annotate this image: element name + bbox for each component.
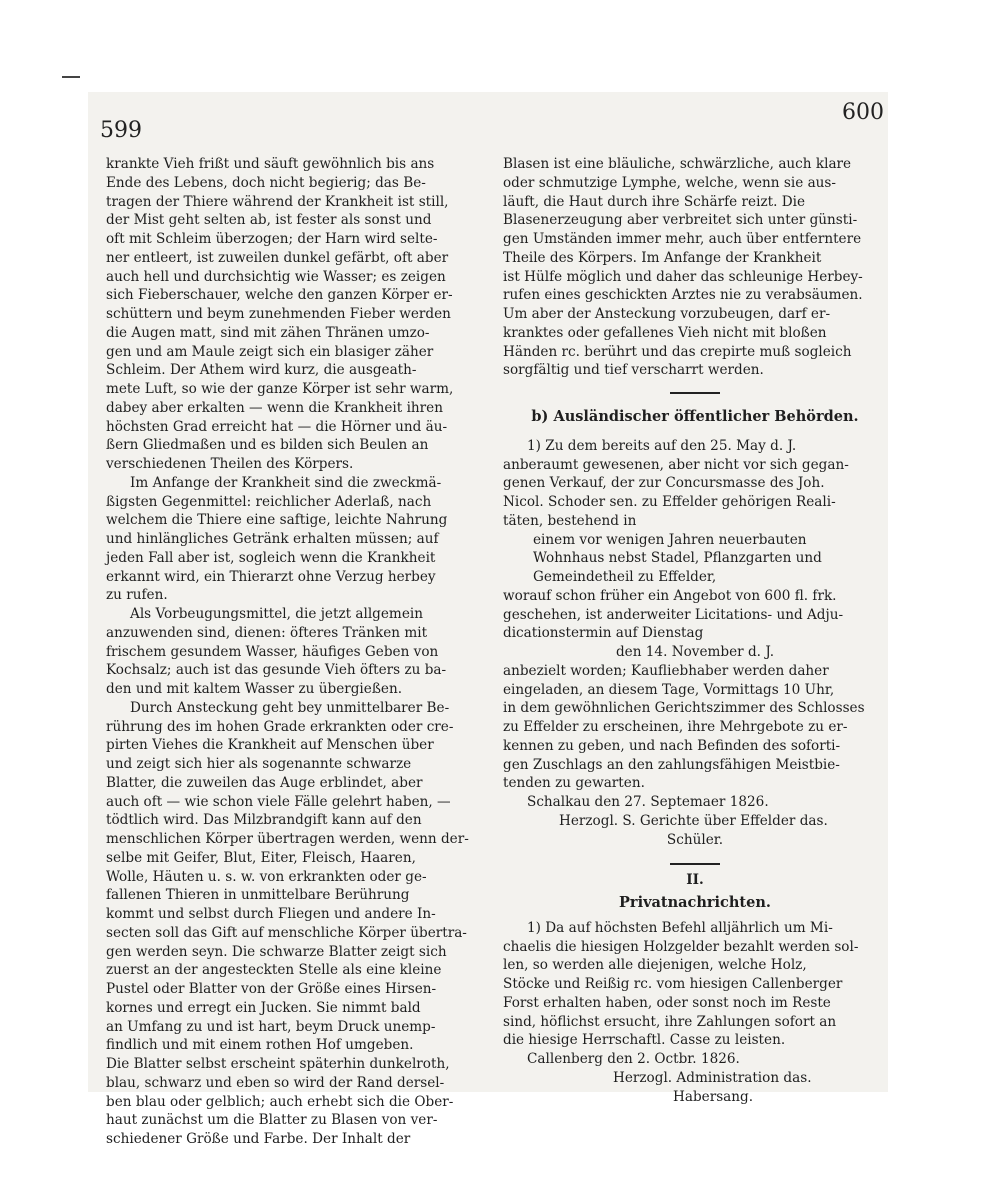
notice-1-rest [503,662,887,793]
text-line: jeden Fall aber ist, sogleich wenn die Krankheit [106,549,436,566]
text-line: Wohnhaus nebst Stadel, Pflanzgarten und [533,550,822,567]
text-line: gen werden seyn. Die schwarze Blatter zeigt sich [106,943,447,960]
notice-1-continued [503,587,887,643]
text-line: welchem die Thiere eine saftige, leichte Nahrung [106,512,448,529]
text-line: rufen eines geschickten Arztes nie zu verabsäumen. [503,287,863,304]
text-line: 1) Zu dem bereits auf den 25. May d. J. [527,437,797,454]
page-number-left: 599 [100,118,142,143]
text-line: anberaumt gewesenen, aber nicht vor sich gegan- [503,456,849,473]
section-divider-2 [670,863,720,865]
text-line: Händen rc. berührt und das crepirte muß sogleich [503,343,852,360]
text-line: Durch Ansteckung geht bey unmittelbarer Be- [130,699,450,716]
text-line: täten, bestehend in [503,512,637,529]
text-line: worauf schon früher ein Angebot von 600 fl. frk. [503,587,837,604]
text-line: kommt und selbst durch Fliegen und andere In- [106,906,436,922]
text-line: dicationstermin auf Dienstag [503,625,704,642]
text-line: dabey aber erkalten — wenn die Krankheit ihren [106,399,443,416]
text-line: Blatter, die zuweilen das Auge erblindet, aber [106,774,423,791]
text-line: ner entleert, ist zuweilen dunkel gefärbt, oft aber [106,249,449,266]
text-line: Schleim. Der Athem wird kurz, die ausgeath- [106,362,417,379]
text-line: oft mit Schleim überzogen; der Harn wird selte- [106,231,438,247]
text-line: anbezielt worden; Kaufliebhaber werden daher [503,662,829,679]
notice-2-signature: Habersang. [673,1088,754,1105]
text-line: Theile des Körpers. Im Anfange der Krankheit [503,249,822,266]
text-line: Im Anfange der Krankheit sind die zweckmä- [130,474,442,491]
text-line: die Augen matt, sind mit zähen Thränen umzo- [106,324,430,341]
text-line: die hiesige Herrschaftl. Casse zu leisten. [503,1032,786,1049]
text-line: zuerst an der angesteckten Stelle als eine kleine [106,962,442,979]
text-line: eingeladen, an diesem Tage, Vormittags 10 Uhr, [503,681,835,698]
text-line: Kochsalz; auch ist das gesunde Vieh öfters zu ba- [106,662,447,679]
text-line: höchsten Grad erreicht hat — die Hörner und äu- [106,418,448,435]
text-line: Die Blatter selbst erscheint späterhin dunkelroth, [106,1056,450,1072]
text-line: ßern Gliedmaßen und es bilden sich Beulen an [106,437,429,454]
text-line: ist Hülfe möglich und daher das schleunige Herbey- [503,268,863,285]
text-line: Blasen ist eine bläuliche, schwärzliche, auch klare [503,156,852,172]
text-line: gen und am Maule zeigt sich ein blasiger zäher [106,343,434,360]
text-line: erkannt wird, ein Thierarzt ohne Verzug herbey [106,568,436,585]
text-line: len, so werden alle diejenigen, welche Holz, [503,957,807,974]
text-line: secten soll das Gift auf menschliche Körper übertra- [106,924,467,941]
notice-2 [503,919,887,1050]
text-line: anzuwenden sind, dienen: öfteres Tränken mit [106,624,428,641]
text-line: Gemeindetheil zu Effelder, [533,569,717,585]
text-line: findlich und mit einem rothen Hof umgeben. [106,1037,414,1054]
text-line: zu rufen. [106,587,168,604]
left-column [106,155,482,1149]
text-line: Um aber der Ansteckung vorzubeugen, darf er- [503,306,831,322]
text-line: Nicol. Schoder sen. zu Effelder gehörigen Reali- [503,494,836,510]
text-line: menschlichen Körper übertragen werden, wenn der- [106,831,469,847]
text-line: tödtlich wird. Das Milzbrandgift kann auf den [106,812,422,829]
notice-1-place-date: Schalkau den 27. Septemaer 1826. [527,794,769,810]
text-line: blau, schwarz und eben so wird der Rand dersel- [106,1074,445,1091]
notice-2-authority: Herzogl. Administration das. [613,1069,812,1086]
text-line: rührung des im hohen Grade erkrankten oder cre- [106,718,454,735]
text-line: schiedener Größe und Farbe. Der Inhalt der [106,1131,411,1147]
text-line: gen Zuschlags an den zahlungsfähigen Meistbie- [503,756,840,773]
text-line: in dem gewöhnlichen Gerichtszimmer des Schlosses [503,700,865,717]
text-line: ßigsten Gegenmittel: reichlicher Aderlaß, nach [106,493,432,510]
text-line: ben blau oder gelblich; auch erhebt sich die Ober- [106,1093,454,1110]
text-line: Ende des Lebens, doch nicht begierig; das Be- [106,174,426,191]
text-line: kornes und erregt ein Jucken. Sie nimmt bald [106,999,421,1016]
text-line: der Mist geht selten ab, ist fester als sonst und [106,212,432,229]
text-line: auch oft — wie schon viele Fälle gelehrt haben, — [106,793,451,810]
text-line: selbe mit Geifer, Blut, Eiter, Fleisch, Haaren, [106,849,416,866]
notice-1-date: den 14. November d. J. [615,644,775,660]
text-line: verschiedenen Theilen des Körpers. [106,456,354,472]
right-column [503,155,887,1106]
text-line: und zeigt sich hier als sogenannte schwarze [106,756,412,772]
text-line: kennen zu geben, und nach Befinden des soforti- [503,737,841,754]
notice-1-signature: Schüler. [666,831,724,848]
text-line: krankte Vieh frißt und säuft gewöhnlich bis ans [106,156,435,172]
text-line: sich Fieberschauer, welche den ganzen Körper er- [106,287,453,304]
text-line: schüttern und beym zunehmenden Fieber werden [106,306,451,322]
text-line: mete Luft, so wie der ganze Körper ist sehr warm, [106,381,454,397]
text-line: frischem gesundem Wasser, häufiges Geben von [106,643,439,660]
text-line: Als Vorbeugungsmittel, die jetzt allgemein [130,606,423,622]
notice-1-property [503,531,887,587]
text-line: sorgfältig und tief verscharrt werden. [503,362,764,379]
text-line: läuft, die Haut durch ihre Schärfe reizt. Die [503,193,805,210]
section-ii-number: II. [686,872,704,889]
text-line: Wolle, Häuten u. s. w. von erkrankten oder ge- [106,868,427,885]
text-line: einem vor wenigen Jahren neuerbauten [533,531,807,548]
scan-mark [62,76,80,78]
text-line: den und mit kaltem Wasser zu übergießen. [106,681,403,697]
text-line: tenden zu gewarten. [503,775,645,792]
text-line: gen Umständen immer mehr, auch über entferntere [503,231,862,247]
text-line: Stöcke und Reißig rc. vom hiesigen Callenberger [503,976,843,992]
text-line: sind, höflichst ersucht, ihre Zahlungen sofort an [503,1013,837,1030]
section-ii-heading: Privatnachrichten. [619,894,771,911]
page-number-right: 600 [842,100,884,125]
text-line: oder schmutzige Lymphe, welche, wenn sie aus- [503,174,836,191]
text-line: auch hell und durchsichtig wie Wasser; es zeigen [106,268,446,285]
text-line: Pustel oder Blatter von der Größe eines Hirsen- [106,981,437,997]
text-line: Blasenerzeugung aber verbreitet sich unter günsti- [503,212,858,229]
notice-1-authority: Herzogl. S. Gerichte über Effelder das. [559,812,828,829]
text-line: kranktes oder gefallenes Vieh nicht mit bloßen [503,324,827,341]
section-divider [670,392,720,394]
notice-1 [503,437,887,531]
text-line: genen Verkauf, der zur Concursmasse des Joh. [503,475,825,492]
text-line: tragen der Thiere während der Krankheit ist still, [106,193,449,210]
text-line: pirten Viehes die Krankheit auf Menschen über [106,737,434,754]
text-line: haut zunächst um die Blatter zu Blasen von ver- [106,1112,438,1129]
text-line: chaelis die hiesigen Holzgelder bezahlt werden sol- [503,938,859,955]
section-b-heading: b) Ausländischer öffentlicher Behörden. [531,408,859,425]
text-line: fallenen Thieren in unmittelbare Berührung [106,887,410,904]
notice-2-place-date: Callenberg den 2. Octbr. 1826. [527,1051,740,1067]
text-line: zu Effelder zu erscheinen, ihre Mehrgebote zu er- [503,719,848,735]
text-line: an Umfang zu und ist hart, beym Druck unemp- [106,1018,436,1035]
intro-paragraph [503,155,887,380]
text-line: und hinlängliches Getränk erhalten müssen; auf [106,531,439,547]
text-line: geschehen, ist anderweiter Licitations- und Adju- [503,606,844,623]
text-line: Forst erhalten haben, oder sonst noch im Reste [503,994,831,1011]
text-line: 1) Da auf höchsten Befehl alljährlich um Mi- [527,919,833,936]
